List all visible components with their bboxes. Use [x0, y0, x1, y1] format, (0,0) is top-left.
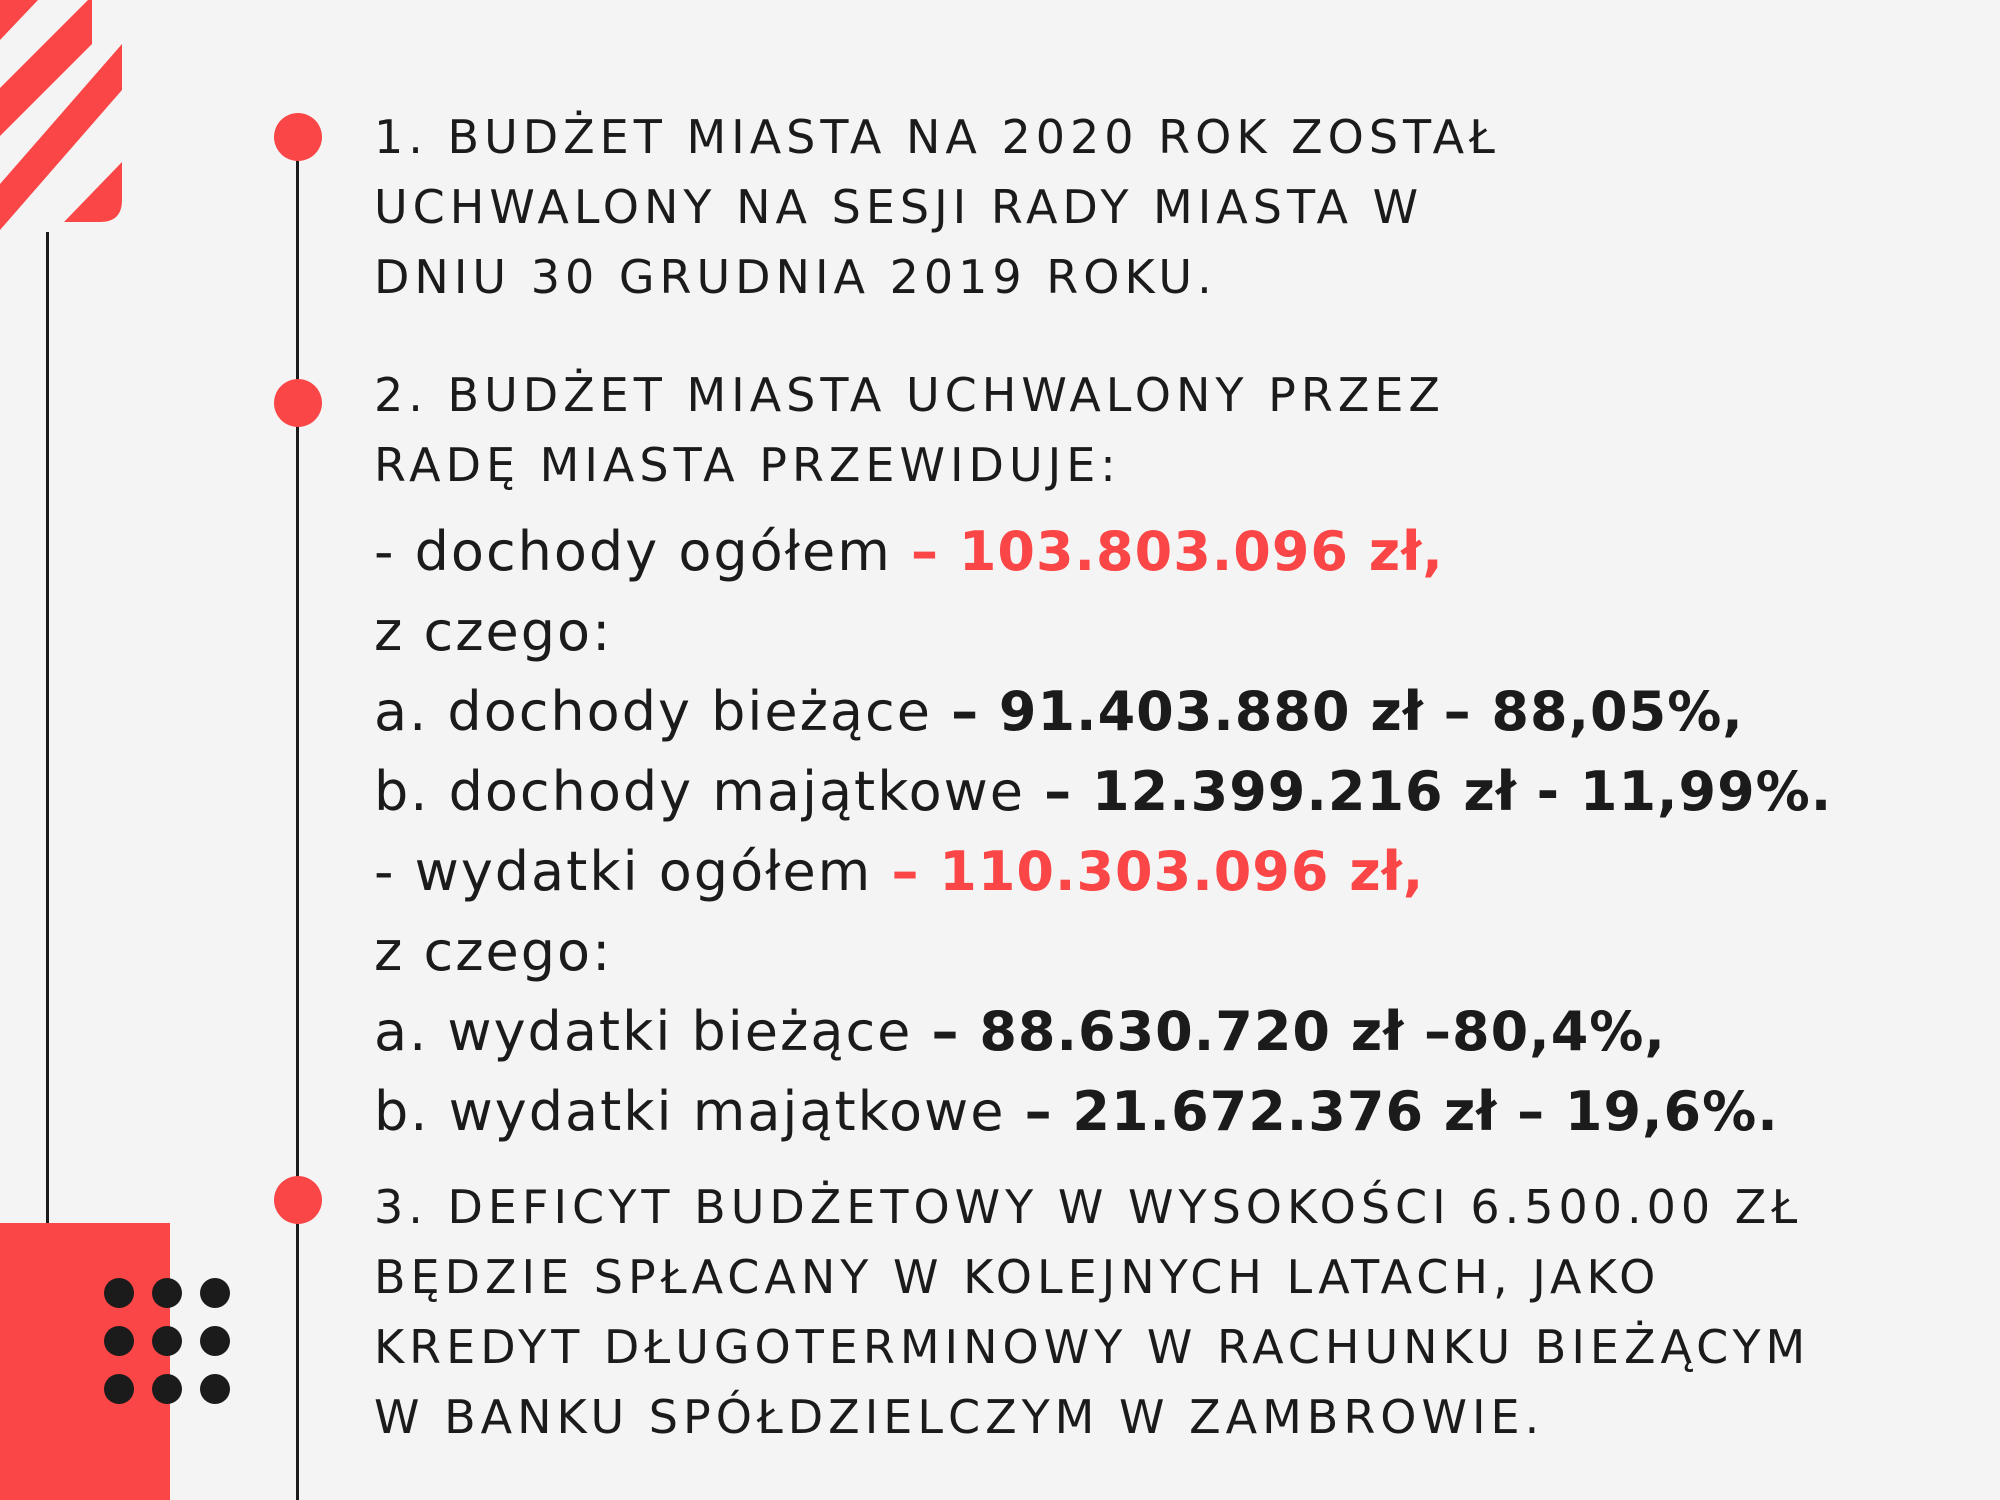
budget-item-property-income [374, 752, 1832, 832]
item-value: – 12.399.216 zł - 11,99%. [1044, 760, 1833, 823]
item-label: - dochody ogółem [374, 520, 912, 583]
item-label: z czego: [374, 920, 613, 983]
budget-item-property-expenses [374, 1072, 1832, 1152]
item-value: – 88.630.720 zł –80,4%, [931, 1000, 1666, 1063]
section-2-heading-line-2: RADĘ MIASTA PRZEWIDUJE: [374, 438, 1121, 492]
section-3-line-4: W BANKU SPÓŁDZIELCZYM W ZAMBROWIE. [374, 1390, 1545, 1444]
budget-item-current-income [374, 672, 1832, 752]
item-label: a. dochody bieżące [374, 680, 952, 743]
section-3-line-2: BĘDZIE SPŁACANY W KOLEJNYCH LATACH, JAKO [374, 1250, 1661, 1304]
section-2-heading-line-1: 2. BUDŻET MIASTA UCHWALONY PRZEZ [374, 368, 1445, 422]
section-3 [374, 1172, 1810, 1452]
decorative-stripes [0, 0, 130, 230]
section-1-line-2: UCHWALONY NA SESJI RADY MIASTA W [374, 180, 1424, 234]
timeline-line [296, 135, 299, 1500]
timeline-marker-2 [274, 379, 322, 427]
section-3-line-1: 3. DEFICYT BUDŻETOWY W WYSOKOŚCI 6.500.00 ZŁ [374, 1180, 1803, 1234]
item-value: – 110.303.096 zł, [891, 840, 1425, 903]
item-label: - wydatki ogółem [374, 840, 892, 903]
budget-item-total-expenses [374, 832, 1832, 912]
item-label: a. wydatki bieżące [374, 1000, 932, 1063]
budget-item-current-expenses [374, 992, 1832, 1072]
item-label: z czego: [374, 600, 613, 663]
section-1-line-3: DNIU 30 GRUDNIA 2019 ROKU. [374, 250, 1217, 304]
item-label: b. dochody majątkowe [374, 760, 1045, 823]
item-value: – 91.403.880 zł – 88,05%, [951, 680, 1744, 743]
section-1 [374, 102, 1500, 312]
timeline-marker-3 [274, 1176, 322, 1224]
budget-item-of-which [374, 912, 1832, 992]
budget-items [374, 512, 1832, 1152]
budget-item-total-income [374, 512, 1832, 592]
section-1-line-1: 1. BUDŻET MIASTA NA 2020 ROK ZOSTAŁ [374, 110, 1500, 164]
budget-item-of-which [374, 592, 1832, 672]
left-decorative-line [46, 232, 49, 1232]
item-value: – 21.672.376 zł – 19,6%. [1024, 1080, 1779, 1143]
dot-grid-decoration [104, 1278, 230, 1404]
item-label: b. wydatki majątkowe [374, 1080, 1025, 1143]
section-2 [374, 360, 1832, 1152]
timeline-marker-1 [274, 113, 322, 161]
item-value: – 103.803.096 zł, [911, 520, 1444, 583]
section-3-line-3: KREDYT DŁUGOTERMINOWY W RACHUNKU BIEŻĄCYM [374, 1320, 1811, 1374]
